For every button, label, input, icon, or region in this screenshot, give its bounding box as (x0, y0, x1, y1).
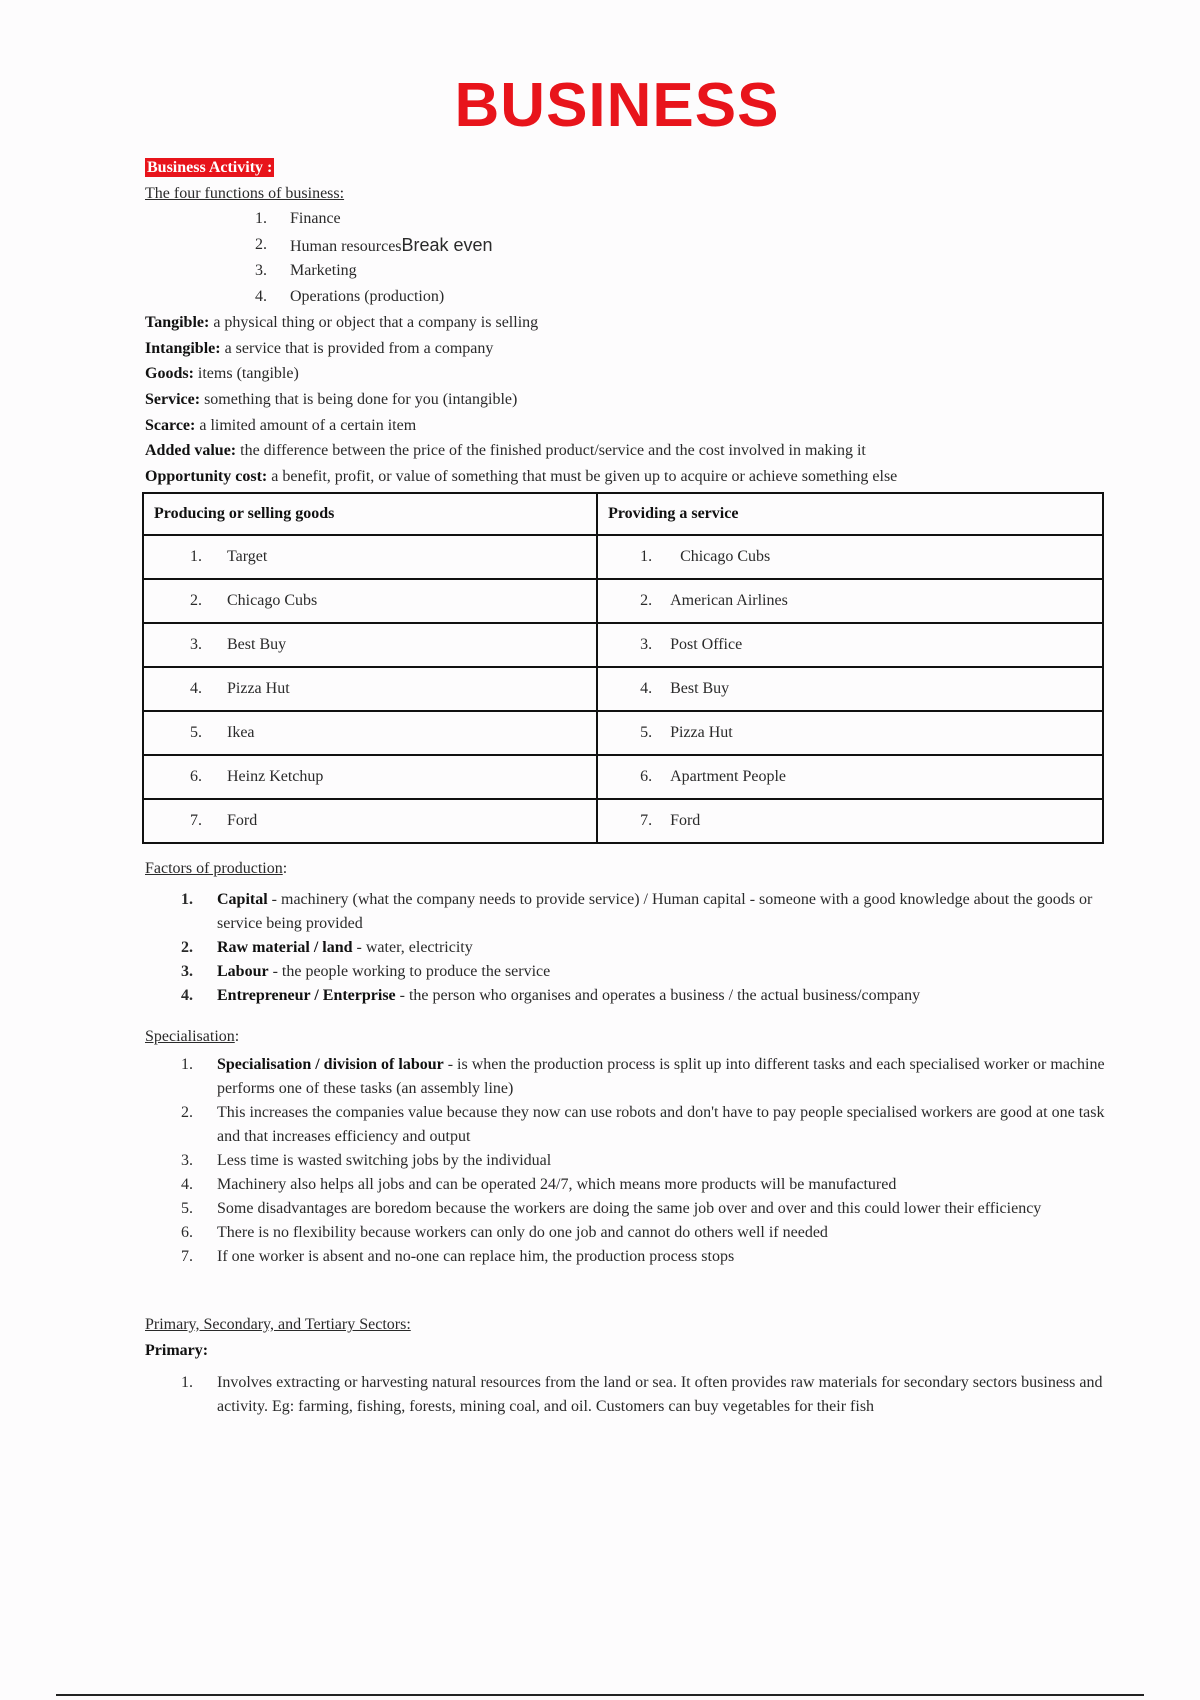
specialisation-heading: Specialisation (145, 1028, 235, 1045)
definition: Opportunity cost: a benefit, profit, or value of something that must be given up to acquire or achieve something else (145, 467, 898, 485)
intro-section (145, 155, 1105, 489)
function-item: 3. Marketing (255, 262, 357, 280)
four-functions-heading: The four functions of business: (145, 184, 345, 202)
factors-heading: Factors of production (145, 860, 283, 877)
table-row: 4. Pizza Hut 4. Best Buy (143, 667, 1103, 711)
list-item: 2. Raw material / land - water, electricity (181, 938, 473, 956)
table-header: Providing a service (597, 493, 1103, 535)
table-row: 5. Ikea 5. Pizza Hut (143, 711, 1103, 755)
function-item: 1. Finance (255, 210, 341, 228)
table-row: 7. Ford 7. Ford (143, 799, 1103, 843)
list-item: 4. Machinery also helps all jobs and can be operated 24/7, which means more products will be manufactured (181, 1175, 897, 1193)
definition: Intangible: a service that is provided from a company (145, 339, 494, 357)
list-item: 3. Labour - the people working to produce the service (181, 962, 551, 980)
sectors-heading: Primary, Secondary, and Tertiary Sectors: (145, 1316, 411, 1333)
break-even-text: Break even (401, 235, 493, 256)
list-item: 1. Capital - machinery (what the company needs to provide service) / Human capital - someone with a good knowledge about the goods or service being provided (181, 890, 1093, 932)
list-item: 5. Some disadvantages are boredom because the workers are doing the same job over and over and this could lower their efficiency (181, 1199, 1042, 1217)
table-row: 3. Best Buy 3. Post Office (143, 623, 1103, 667)
table-row: 2. Chicago Cubs 2. American Airlines (143, 579, 1103, 623)
list-item: 3. Less time is wasted switching jobs by the individual (181, 1151, 552, 1169)
list-item: 1. Involves extracting or harvesting natural resources from the land or sea. It often provides raw materials for secondary sectors business and activity. Eg: farming, fishing, forests, mining coal, and oil. Customers can buy vegetables for their fish (181, 1374, 1103, 1416)
table-row: 1. Target 1. Chicago Cubs (143, 535, 1103, 579)
function-item: 4. Operations (production) (255, 288, 445, 306)
definition: Service: something that is being done for you (intangible) (145, 390, 518, 408)
definition: Scarce: a limited amount of a certain item (145, 416, 417, 434)
definition: Goods: items (tangible) (145, 365, 299, 383)
table-row: 6. Heinz Ketchup 6. Apartment People (143, 755, 1103, 799)
goods-services-table (142, 492, 1104, 844)
business-activity-heading: Business Activity : (147, 159, 273, 176)
specialisation-section: Specialisation: 1. Specialisation / division of labour - is when the production process is split up into different tasks and each specialised worker or machine performs one of these tasks (an assembly line) 2. This increases the companies value because they now can use robots and don't have to pay people specialised workers are good at one task and that increases efficiency and output 3. Less time is wasted switching jobs by the individual 4. Machinery also helps all jobs and can be operated 24/7, which means more products will be manufactured 5. Some disadvantages are boredom because the workers are doing the same job over and over and this could lower their efficiency 6. There is no flexibility because workers can only do one job and cannot do others well if needed 7. If one worker is absent and no-one can replace him, the production process stops (145, 1024, 1105, 1269)
page-title: BUSINESS (454, 71, 780, 140)
table-header: Producing or selling goods (143, 493, 597, 535)
definition: Tangible: a physical thing or object that a company is selling (145, 314, 539, 332)
list-item: 2. This increases the companies value because they now can use robots and don't have to pay people specialised workers are good at one task and that increases efficiency and output (181, 1103, 1105, 1145)
primary-label: Primary: (145, 1341, 209, 1359)
factors-section: Factors of production: 1. Capital - machinery (what the company needs to provide service) / Human capital - someone with a good knowledge about the goods or service being provided 2. Raw material / land - water, electricity 3. Labour - the people working to produce the service 4. Entrepreneur / Enterprise - the person who organises and operates a business / the actual business/company (145, 856, 1105, 1008)
function-item: 2. Human resourcesBreak even (255, 235, 493, 256)
page-bottom-rule (56, 1694, 1144, 1696)
list-item: 4. Entrepreneur / Enterprise - the person who organises and operates a business / the actual business/company (181, 986, 921, 1004)
definition: Added value: the difference between the price of the finished product/service and the cost involved in making it (145, 442, 866, 460)
list-item: 7. If one worker is absent and no-one can replace him, the production process stops (181, 1247, 735, 1265)
list-item: 1. Specialisation / division of labour - is when the production process is split up into different tasks and each specialised worker or machine performs one of these tasks (an assembly line) (181, 1055, 1105, 1097)
table-header-row (143, 493, 1103, 535)
sectors-section (145, 1312, 1105, 1419)
list-item: 6. There is no flexibility because workers can only do one job and cannot do others well if needed (181, 1223, 828, 1241)
